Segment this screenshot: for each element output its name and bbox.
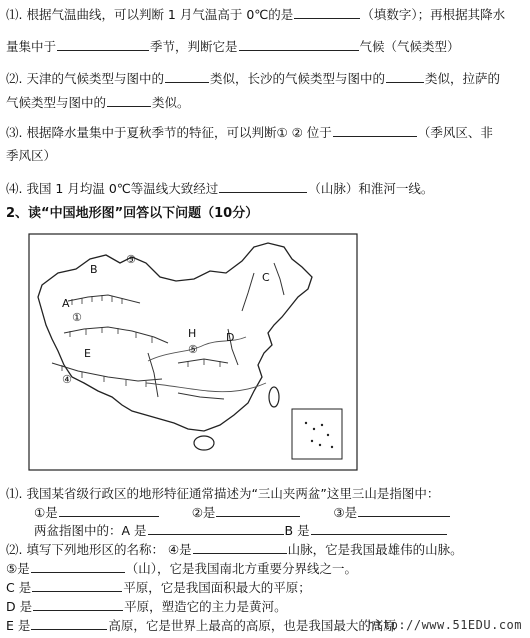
q2-3-line bbox=[6, 560, 357, 577]
mountain-2-label: ②是 bbox=[191, 505, 216, 520]
q2-1-line-1 bbox=[6, 486, 439, 502]
mountain-1-label: ①是 bbox=[34, 505, 58, 520]
answer-blank[interactable] bbox=[148, 522, 284, 535]
answer-blank[interactable] bbox=[193, 541, 287, 554]
question-3-line-2 bbox=[6, 148, 56, 164]
map-label-d: D bbox=[226, 331, 235, 344]
answer-blank[interactable] bbox=[31, 617, 107, 630]
q2-2-line bbox=[6, 541, 463, 558]
answer-blank[interactable] bbox=[57, 38, 149, 51]
map-marker-4: ④ bbox=[62, 373, 72, 386]
question-2-text: ⑵. 天津的气候类型与图中的 bbox=[6, 71, 164, 86]
hainan-island bbox=[194, 436, 214, 450]
answer-blank[interactable] bbox=[31, 560, 125, 573]
map-marker-3: ③ bbox=[126, 253, 136, 266]
map-label-e: E bbox=[84, 347, 91, 360]
map-marker-5: ⑤ bbox=[188, 343, 198, 356]
answer-blank[interactable] bbox=[216, 504, 300, 517]
question-1-line-1 bbox=[6, 6, 505, 23]
map-label-h: H bbox=[188, 327, 197, 340]
question-1-text-2: （填数字）；再根据其降水 bbox=[361, 7, 506, 22]
question-2-line-1 bbox=[6, 70, 500, 87]
question-4-line bbox=[6, 180, 433, 197]
question-1-text-5: 气候（气候类型） bbox=[359, 39, 460, 54]
answer-blank[interactable] bbox=[107, 94, 151, 107]
q2-6-text-2: 高原，它是世界上最高的高原，也是我国最大的高原 bbox=[108, 618, 396, 633]
question-2-text-3: 类似，拉萨的 bbox=[424, 71, 500, 86]
answer-blank[interactable] bbox=[219, 180, 307, 193]
section-2-title: 2、读“中国地形图”回答以下问题（10分） bbox=[6, 206, 259, 221]
question-2-text-4: 气候类型与图中的 bbox=[6, 95, 107, 110]
map-label-c: C bbox=[262, 271, 270, 284]
answer-blank[interactable] bbox=[386, 70, 424, 83]
q2-2-text: ⑵. 填写下列地形区的名称： ④是 bbox=[6, 542, 192, 557]
china-terrain-map bbox=[28, 233, 358, 471]
question-1-text: ⑴. 根据气温曲线，可以判断 1 月气温高于 0℃的是 bbox=[6, 7, 294, 22]
q2-5-line bbox=[6, 598, 287, 615]
q2-5-text-2: 平原，塑造它的主力是黄河。 bbox=[124, 599, 287, 614]
question-3-text: ⑶. 根据降水量集中于夏秋季节的特征，可以判断① ② 位于 bbox=[6, 125, 332, 140]
answer-blank[interactable] bbox=[165, 70, 209, 83]
south-sea-inset bbox=[292, 409, 342, 459]
q2-2-text-2: 山脉，它是我国最雄伟的山脉。 bbox=[287, 542, 463, 557]
answer-blank[interactable] bbox=[311, 522, 447, 535]
question-3-text-2: （季风区、非 bbox=[417, 125, 493, 140]
question-2-text-2: 类似，长沙的气候类型与图中的 bbox=[209, 71, 385, 86]
q2-4-text: C 是 bbox=[6, 580, 32, 595]
answer-blank[interactable] bbox=[59, 504, 159, 517]
q2-6-line bbox=[6, 617, 396, 634]
map-svg bbox=[28, 233, 358, 471]
map-label-b: B bbox=[90, 263, 98, 276]
question-1-line-2 bbox=[6, 38, 460, 55]
question-2-line-2 bbox=[6, 94, 190, 111]
question-4-text-2: （山脉）和淮河一线。 bbox=[308, 181, 434, 196]
q2-4-text-2: 平原，它是我国面积最大的平原； bbox=[123, 580, 311, 595]
q2-6-text: E 是 bbox=[6, 618, 31, 633]
taiwan-island bbox=[269, 387, 279, 407]
answer-blank[interactable] bbox=[358, 504, 450, 517]
mountain-3-label: ③是 bbox=[333, 505, 358, 520]
q2-3-text: ⑤是 bbox=[6, 561, 30, 576]
question-4-text: ⑷. 我国 1 月均温 0℃等温线大致经过 bbox=[6, 181, 219, 196]
q2-1-line-3 bbox=[34, 522, 448, 539]
answer-blank[interactable] bbox=[294, 6, 360, 19]
q2-3-text-2: （山），它是我国南北方重要分界线之一。 bbox=[125, 561, 357, 576]
answer-blank[interactable] bbox=[239, 38, 359, 51]
map-marker-1: ① bbox=[72, 311, 82, 324]
question-1-text-3: 量集中于 bbox=[6, 39, 57, 54]
basin-b-label: B 是 bbox=[284, 523, 310, 538]
q2-1-line-2 bbox=[34, 504, 451, 521]
question-3-text-3: 季风区） bbox=[6, 148, 57, 163]
question-1-text-4: 季节，判断它是 bbox=[150, 39, 238, 54]
basin-a-label: 两盆指图中的：A 是 bbox=[34, 523, 147, 538]
q2-5-text: D 是 bbox=[6, 599, 33, 614]
q2-4-line bbox=[6, 579, 311, 596]
question-2-text-5: 类似。 bbox=[152, 95, 190, 110]
watermark: http://www.51EDU.com bbox=[367, 618, 522, 632]
answer-blank[interactable] bbox=[333, 124, 417, 137]
map-label-a: A bbox=[62, 297, 70, 310]
answer-blank[interactable] bbox=[32, 579, 122, 592]
question-3-line-1 bbox=[6, 124, 493, 141]
q2-1-text: ⑴. 我国某省级行政区的地形特征通常描述为“三山夹两盆”这里三山是指图中： bbox=[6, 486, 440, 501]
answer-blank[interactable] bbox=[33, 598, 123, 611]
